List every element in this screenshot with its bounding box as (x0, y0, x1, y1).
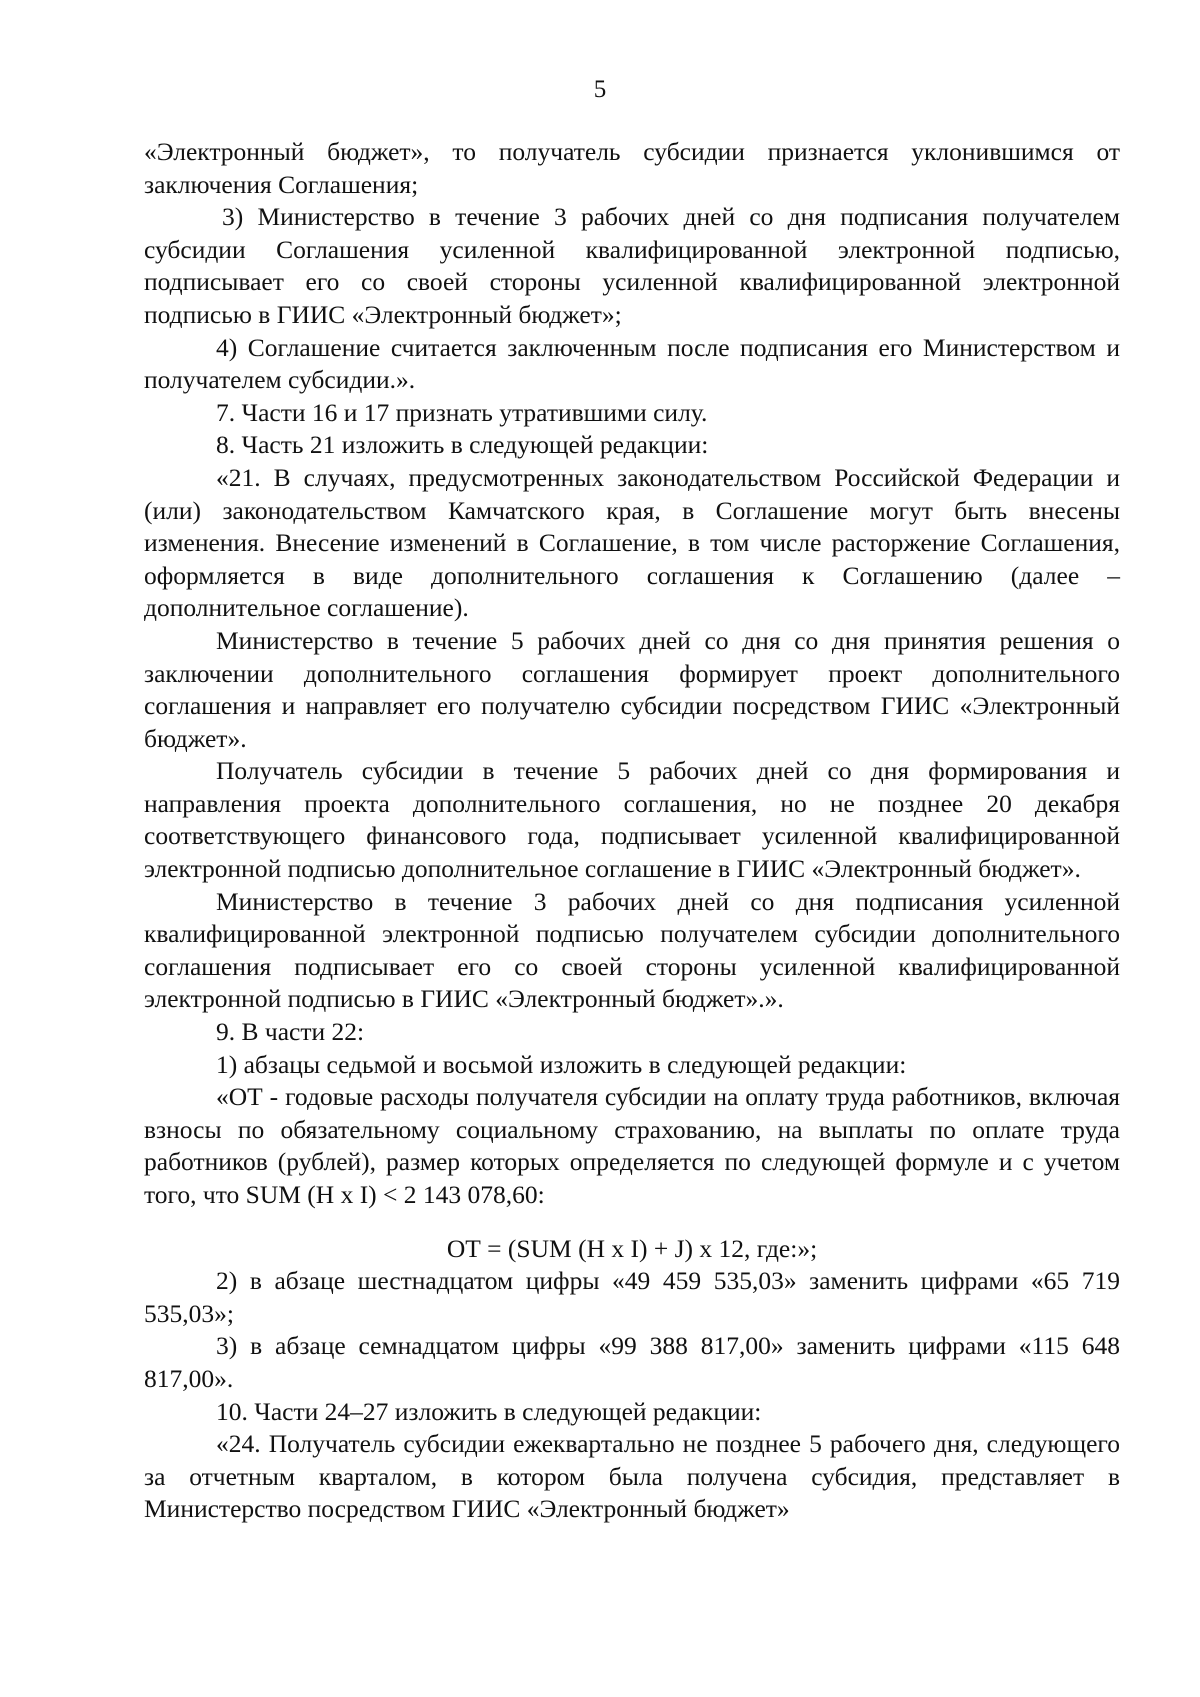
paragraph-part-10: 10. Части 24–27 изложить в следующей редакции: (216, 1396, 762, 1426)
paragraph-subitem-2: 2) в абзаце шестнадцатом цифры «49 459 535,03» заменить цифрами «65 719 535,03»; (144, 1266, 1120, 1328)
paragraph-part-21: «21. В случаях, предусмотренных законодательством Российской Федерации и (или) законодательством Камчатского края, в Соглашение могут быть внесены изменения. Внесение изменений в Соглашение, в том числе расторжение Соглашения, оформляется в виде дополнительного соглашения к Соглашению (далее – дополнительное соглашение). (144, 462, 1120, 623)
paragraph-part-8: 8. Часть 21 изложить в следующей редакции: (216, 430, 709, 460)
paragraph-subitem-1: 1) абзацы седьмой и восьмой изложить в следующей редакции: (216, 1049, 907, 1079)
page-number: 5 (593, 76, 607, 103)
document-body (144, 136, 1120, 1526)
paragraph-part-22: 9. В части 22: (216, 1017, 365, 1047)
paragraph-continuation: «Электронный бюджет», то получатель субсидии признается уклонившимся от заключения Соглашения; (144, 137, 1120, 199)
paragraph-recipient-sign: Получатель субсидии в течение 5 рабочих дней со дня формирования и направления проекта дополнительного соглашения, но не позднее 20 декабря соответствующего финансового года, подписывает усиленной квалифицированной электронной подписью дополнительное соглашение в ГИИС «Электронный бюджет». (144, 756, 1120, 884)
paragraph-ot-definition: «ОТ - годовые расходы получателя субсидии на оплату труда работников, включая взносы по обязательному социальному страхованию, на выплаты по оплате труда работников (рублей), размер которых определяется по следующей формуле и с учетом того, что SUM (H x I) < 2 143 078,60: (144, 1082, 1120, 1209)
paragraph-item-3: 3) Министерство в течение 3 рабочих дней со дня подписания получателем субсидии Соглашения усиленной квалифицированной электронной подписью, подписывает его со своей стороны усиленной квалифицированной электронной подписью в ГИИС «Электронный бюджет»; (144, 202, 1120, 329)
paragraph-ministry-sign: Министерство в течение 3 рабочих дней со дня подписания усиленной квалифицированной электронной подписью получателем субсидии дополнительного соглашения подписывает его со своей стороны усиленной квалифицированной электронной подписью в ГИИС «Электронный бюджет».». (144, 886, 1120, 1014)
paragraph-item-4: 4) Соглашение считается заключенным после подписания его Министерством и получателем субсидии.». (144, 332, 1120, 395)
formula: ОТ = (SUM (H x I) + J) x 12, где:»; (446, 1233, 818, 1263)
paragraph-ministry-draft: Министерство в течение 5 рабочих дней со дня со дня принятия решения о заключении дополнительного соглашения формирует проект дополнительного соглашения и направляет его получателю субсидии посредством ГИИС «Электронный бюджет». (144, 625, 1120, 753)
paragraph-part-7: 7. Части 16 и 17 признать утратившими силу. (216, 397, 708, 427)
paragraph-subitem-3: 3) в абзаце семнадцатом цифры «99 388 817,00» заменить цифрами «115 648 817,00». (144, 1331, 1120, 1393)
paragraph-part-24: «24. Получатель субсидии ежеквартально не позднее 5 рабочего дня, следующего за отчетным кварталом, в котором была получена субсидия, представляет в Министерство посредством ГИИС «Электронный бюджет» (144, 1429, 1120, 1524)
